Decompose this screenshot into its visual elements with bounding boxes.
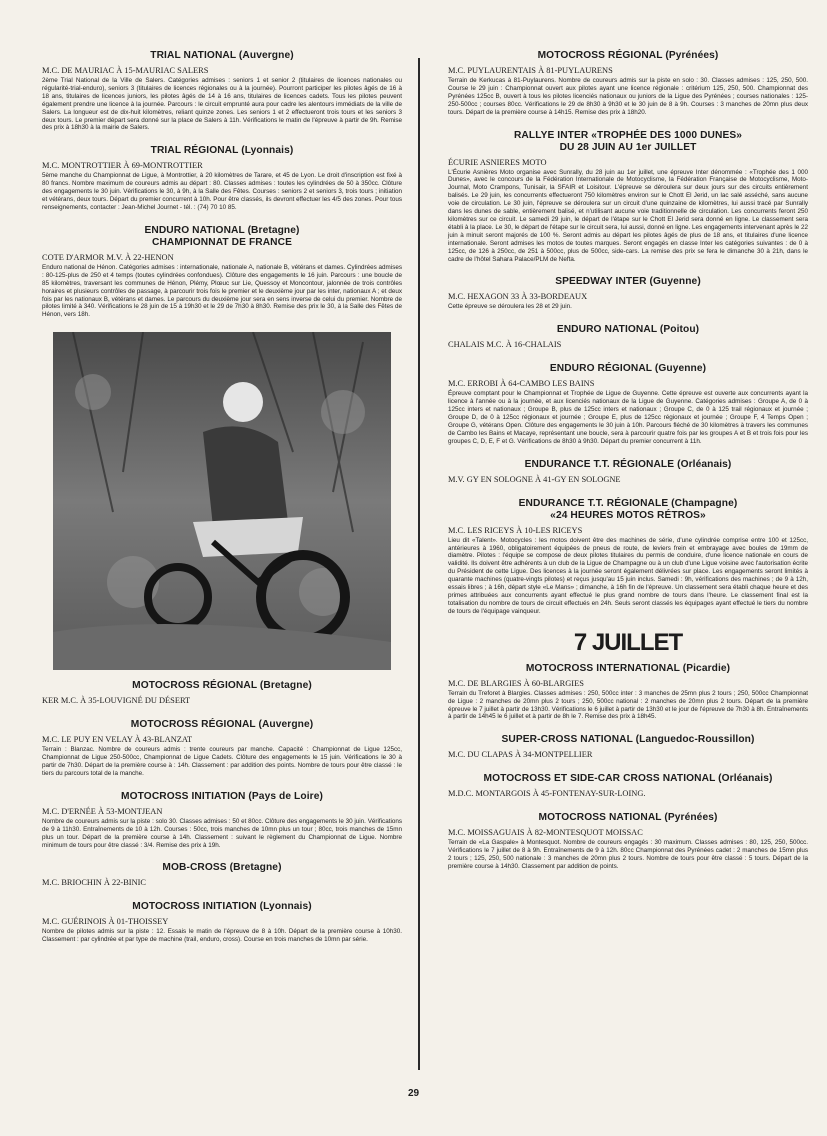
event-organizer: M.C. D'ERNÉE À 53-MONTJEAN — [42, 806, 163, 816]
event-section — [448, 363, 808, 445]
event-section — [42, 862, 402, 888]
event-section — [448, 734, 808, 760]
event-body: Terrain du Treforet à Blargies. Classes admises : 250, 500cc inter : 3 manches de 25mn plus 2 tours ; 250, 500cc Championnat de Ligue : 2 manches de 20mn plus 2 tours ; 250, 500cc national : 2 manches de 20mn plus 2 tours. Départ de la première épreuve le 7 juillet à partir de 13h30. Vérifications le 6 juillet à partir de 13h30 et le jour de l'épreuve de 7h30 à 8h. Entraînements à partir de 14h45 le 6 juillet et à partir de 8h le 7. Remise des prix à 18h45. — [448, 689, 809, 721]
event-title: SUPER-CROSS NATIONAL (Languedoc-Roussillon) — [501, 734, 755, 746]
page-number: 29 — [407, 1088, 420, 1099]
event-organizer: M.C. BRIOCHIN À 22-BINIC — [42, 878, 146, 888]
event-organizer: M.V. GY EN SOLOGNE À 41-GY EN SOLOGNE — [448, 474, 621, 484]
event-section — [448, 50, 808, 117]
date-heading: 7 JUILLET — [573, 628, 683, 656]
event-body: 2ème Trial National de la Ville de Salers. Catégories admises : seniors 1 et senior 2 (titulaires de licences nationales ou régularité-trial-enduro), seniors 3 (titulaires de licences régionales ou à la journée). Pourront participer les pilotes âgés de 16 à 18 ans, titulaires de licences juniors, les pilotes âgés de 14 à 16 ans, titulaires de licences cadets. Tous les pilotes peuvent également prendre une licence à la journée. Parcours : le circuit emprunté aura pour cadre les alentours immédiats de la ville de Salers. La longueur est de dix-huit kilomètres, reliant quinze zones. Les seniors 1 et 2 effectueront trois tours et les seniors 3 deux tours. Le premier départ sera donné sur la place de Salers à 11h. Vérifications le matin de l'épreuve à partir de 9h. Remise des prix à 18h30 à la mairie de Salers. — [42, 77, 402, 132]
event-section — [448, 663, 808, 722]
event-organizer: M.C. DE MAURIAC À 15-MAURIAC SALERS — [42, 66, 209, 75]
event-section — [42, 225, 402, 319]
event-section — [448, 498, 808, 616]
event-title: TRIAL NATIONAL (Auvergne) — [150, 50, 294, 61]
event-section — [448, 459, 808, 485]
event-title: MOTOCROSS INTERNATIONAL (Picardie) — [525, 662, 731, 674]
event-body: Nombre de pilotes admis sur la piste : 12. Essais le matin de l'épreuve de 8 à 10h. Départ de la première course à 10h30. Classement : par cylindrée et par type de machine (trail, enduro, cross). Course en trois manches de 10mn par série. — [42, 928, 402, 944]
event-section — [448, 773, 808, 799]
event-section — [42, 791, 402, 850]
event-body: Terrain : Blanzac. Nombre de coureurs admis : trente coureurs par manche. Capacité : Championnat de Ligue 125cc, Championnat de Ligue 250-500cc, Championnat de Ligue Cadets. Clôture des engagements le 15 juin. Vérifications le 30 à partir de 7h30. Départ de la première course à : 14h. Classement : par addition des points. Nombre de tours pour être classé : le tiers du parcours total de la manche. — [42, 746, 402, 777]
event-organizer: M.C. LES RICEYS À 10-LES RICEYS — [448, 525, 583, 535]
event-organizer: M.C. LE PUY EN VELAY À 43-BLANZAT — [42, 735, 193, 745]
event-body: Enduro national de Hénon. Catégories admises : internationale, nationale A, nationale B, vétérans et dames. Cylindrées admises : 80-125-plus de 250 et 4 temps (toutes cylindrées confondues). Clôture des engagements le 16 juin. Parcours : une boucle de 85 kilomètres, traversant les communes de Hénon, Plémy, Plœuc sur Lie, Quessoy et Moncontour, jalonnée de trois contrôles horaires et plusieurs contrôles de passage, à parcourir trois fois le premier et le deuxième jour par les inter, nationaux A ; et deux fois par les nationaux B, vétérans et dames. Le parcours du deuxième jour sera en sens inverse de celui du premier. Nombre de pilotes limité à 340. Vérifications le 28 juin de 15 à 19h30 et le 29 de 7h30 à 8h30. Remise des prix le 30, à la Salle des Fêtes de Hénon, vers 18h. — [42, 263, 402, 319]
event-organizer: M.C. PUYLAURENTAIS À 81-PUYLAURENS — [448, 66, 613, 75]
event-title: ENDURANCE T.T. RÉGIONALE (Champagne) — [518, 497, 738, 509]
event-title: ENDURANCE T.T. RÉGIONALE (Orléanais) — [524, 458, 732, 470]
event-section — [42, 901, 402, 944]
event-title: SPEEDWAY INTER (Guyenne) — [555, 276, 701, 288]
event-body: Lieu dit «Talent». Motocycles : les motos doivent être des machines de série, d'une cylindrée comprise entre 100 et 125cc, antérieures à 1960, obligatoirement équipées de pneus de route, de leviers frein et embrayage avec boules de 19mm de diamètre. Pilotes : l'équipe se compose de deux pilotes titulaires du permis de conduire, d'une licence nationale en cours de validité. Ils doivent être adhérents à un club de la Ligue de Champagne ou à un club d'une Ligue voisine avec l'autorisation écrite du Président de cette Ligue. Des licences à la journée seront également délivrées sur place. Les engagements seront limités à quarante machines (quatre-vingts pilotes) et reçus jusqu'au 15 juin inclus. Samedi : 9h, vérifications des machines ; de 9 à 12h, essais libres ; à 16h, départ style «Le Mans» ; dimanche, à 16h fin de l'épreuve. Un classement sera établi chaque heure et des primes attribuées aux concurrents ayant effectué le plus grand nombre de tours dans l'heure. Le classement final est la totalisation du nombre de tours de circuit effectués en 24h. Seuls seront classés les équipages ayant effectué le tiers du nombre de tours de l'équipage vainqueur. — [448, 536, 808, 615]
event-body: Épreuve comptant pour le Championnat et Trophée de Ligue de Guyenne. Cette épreuve est ouverte aux concurrents ayant la licence à l'année ou à la journée, et aux licenciés nationaux de la Ligue de Guyenne. Catégories admises : Groupe A, de 0 à 125cc inters et nationaux ; Groupe B, plus de 125cc inters et nationaux ; Groupe C, de 0 à 125 trail régionaux et journée ; Groupe D, de 0 à 125cc régionaux et journée ; Groupe E, plus de 125cc régionaux et journée ; Groupe F, 4 Temps Open ; Groupe G, vétérans Open. Clôture des engagements le 30 juin à 10h. Parcours fléché de 30 kilomètres à travers les communes de Cambo les Bains et Macaye, représentant une boucle, sera à parcourir quatre fois par les groupes A et B et trois fois pour les groupes C, D, E, F et G. Vérifications de 8h30 à 9h30. Départ du premier concurrent à 11h. — [448, 390, 808, 445]
event-title: RALLYE INTER «TROPHÉE DES 1000 DUNES» — [513, 129, 743, 141]
column-divider — [418, 58, 420, 1070]
event-section — [448, 324, 808, 350]
event-organizer: M.C. DU CLAPAS À 34-MONTPELLIER — [448, 750, 593, 760]
event-body: Nombre de coureurs admis sur la piste : solo 30. Classes admises : 50 et 80cc. Clôture des engagements le 30 juin. Vérifications de 9 à 11h30. Entraînements de 10 à 12h. Courses : 50cc, trois manches de 10mn plus un tour ; 80cc, trois manches de 15mn plus un tour. Départ de la première course à 14h. Classement : suivant le règlement du Championnat de Ligue. Nombre minimum de tours pour être classé : 3/4. Remise des prix à 19h. — [42, 817, 402, 849]
event-title: MOTOCROSS INITIATION (Pays de Loire) — [121, 790, 323, 802]
event-section — [42, 145, 402, 212]
event-section — [448, 812, 808, 871]
event-organizer: M.D.C. MONTARGOIS À 45-FONTENAY-SUR-LOING. — [448, 789, 646, 799]
right-column — [448, 50, 808, 884]
event-organizer: M.C. DE BLARGIES À 60-BLARGIES — [448, 678, 584, 688]
event-title: MOB-CROSS (Bretagne) — [162, 862, 282, 874]
event-section — [42, 719, 402, 778]
event-subtitle: «24 HEURES MOTOS RÉTROS» — [550, 509, 706, 521]
event-title-line1: ENDURO NATIONAL (Bretagne) — [144, 224, 300, 236]
event-subtitle: DU 28 JUIN AU 1er JUILLET — [559, 141, 697, 153]
event-title: MOTOCROSS ET SIDE-CAR CROSS NATIONAL (Orléanais) — [483, 773, 773, 785]
event-organizer: M.C. ERROBI À 64-CAMBO LES BAINS — [448, 379, 595, 389]
event-title: MOTOCROSS RÉGIONAL (Pyrénées) — [537, 50, 719, 61]
event-title: ENDURO NATIONAL (Poitou) — [556, 324, 700, 336]
event-title: TRIAL RÉGIONAL (Lyonnais) — [150, 145, 294, 157]
event-organizer: KER M.C. À 35-LOUVIGNÉ DU DÉSERT — [42, 696, 191, 706]
event-title: MOTOCROSS RÉGIONAL (Auvergne) — [130, 719, 314, 731]
event-section — [42, 680, 402, 706]
event-body: Cette épreuve se déroulera les 28 et 29 juin. — [448, 303, 572, 311]
event-section — [448, 276, 808, 311]
event-body: Terrain de Kerkucas à 81-Puylaurens. Nombre de coureurs admis sur la piste en solo : 30. Classes admises : 125, 250, 500. Course le 29 juin : Championnat ouvert aux pilotes ayant une licence régionale : critérium 125, 250, 500. Championnat des Pyrénées 125cc B, ouvert à tous les pilotes licenciés nationaux ou juniors de la Ligue des Pyrénées ; courses nationales : 125-250-500cc ; courses 80cc. Vérifications le 29 de 8h30 à 9h30 et le 30 juin de 8 à 9h. Courses : 3 manches de 20mn plus deux tours. Départ de la première course à 14h15. Remise des prix à 18h20. — [448, 77, 808, 116]
event-subtitle: CHAMPIONNAT DE FRANCE — [151, 236, 292, 248]
event-section — [42, 50, 402, 132]
event-title: MOTOCROSS NATIONAL (Pyrénées) — [538, 812, 718, 824]
event-organizer: CHALAIS M.C. À 16-CHALAIS — [448, 340, 562, 350]
left-column — [42, 50, 402, 957]
event-title: MOTOCROSS INITIATION (Lyonnais) — [132, 901, 312, 913]
rider-photo-illustration — [53, 332, 391, 670]
event-organizer: ÉCURIE ASNIERES MOTO — [448, 157, 547, 167]
event-body: Terrain de «La Gaspale» à Montesquot. Nombre de coureurs engagés : 30 maximum. Classes admises : 80, 125, 250, 500cc. Vérifications le 7 juillet de 8 à 9h. Entraînements de 9 à 12h. 80cc Championnat des Pyrénées cadet : 2 manches de 15mn plus 2 tours ; 125, 250, 500 nationale : 3 manches de 20mn plus 2 tours. Nombre de tours pour être classé : 5 tours. Départ de la première course à 14h30. Classement par addition de points. — [448, 839, 808, 871]
event-title: ENDURO RÉGIONAL (Guyenne) — [549, 363, 707, 375]
event-body: 5ème manche du Championnat de Ligue, à Montrottier, à 20 kilomètres de Tarare, et 45 de Lyon. Le droit d'inscription est fixé à 80 francs. Nombre maximum de coureurs admis au départ : 80. Classes admises : toutes les cylindrées de 50 à 350cc. Clôture des engagements le 30 juin. Vérifications le 30, à 9h, à la Salle des Fêtes. Courses : seniors 2 et seniors 3, trois tours ; initiation et vétérans, deux tours. Départ du premier concurrent à 10h. Pour être classés, ils devront effectuer les 4/5 des zones. Pour tous renseignements, contacter : Jean-Michel Journet - tél. : (74) 70 10 85. — [42, 172, 402, 211]
event-organizer: M.C. HEXAGON 33 À 33-BORDEAUX — [448, 292, 588, 302]
event-section — [448, 130, 808, 264]
event-body: L'Écurie Asnières Moto organise avec Sunrally, du 28 juin au 1er juillet, une épreuve Inter dénommée : «Trophée des 1 000 Dunes», avec le concours de la Fédération Internationale de Motocyclisme, la Fédération Française de Motocyclisme, Moto-Journal, Moto Crampons, Tunisair, la SFAIR et Loisitour. L'épreuve se déroulera sur deux jours sur des circuits entièrement balisés. Le 29 juin, les concurrents effectueront 750 kilomètres environ sur le Chott El Jerid, un lac salé asséché, sans aucune voie de circulation. Le 30 juin, l'épreuve se déroulera sur un circuit d'une quinzaine de kilomètres, lui aussi tracé par Sunrally dans les dunes de sable, entièrement balisé, et n'utilisant aucune voie traditionnelle de circulation. Les concurrents feront 250 kilomètres sur ce circuit. Le samedi 29 juin, le départ de l'étape sur le Chott El Jerid sera donné en ligne. Le classement sera établi à la place. Le 30, le départ de l'étape sur le circuit sera, lui aussi, donné en ligne. Les engagements intervenant après le 22 juin à minuit seront majorés de 100 %. Seront admis au départ les pilotes âgés de plus de 18 ans, et titulaires d'une licence internationale. Seront admises les motos de toutes marques. Seront engagés en classe Inter les catégories suivantes : de 0 à 125cc, de 126 à 250cc, de 251 à 500cc, plus de 500cc, side-cars. La remise des prix se fera le dimanche 30 à 21h, dans le cadre de l'hôtel Sahara Palace/PLM de Nefta. — [448, 168, 808, 263]
motocross-photo — [53, 332, 391, 670]
event-organizer: M.C. MOISSAGUAIS À 82-MONTESQUOT MOISSAC — [448, 828, 643, 838]
event-organizer: M.C. MONTROTTIER À 69-MONTROTTIER — [42, 161, 203, 171]
event-organizer: COTE D'ARMOR M.V. À 22-HENON — [42, 252, 174, 262]
event-title — [42, 225, 402, 237]
event-title: MOTOCROSS RÉGIONAL (Bretagne) — [132, 680, 312, 692]
event-organizer: M.C. GUÉRINOIS À 01-THOISSEY — [42, 917, 169, 927]
